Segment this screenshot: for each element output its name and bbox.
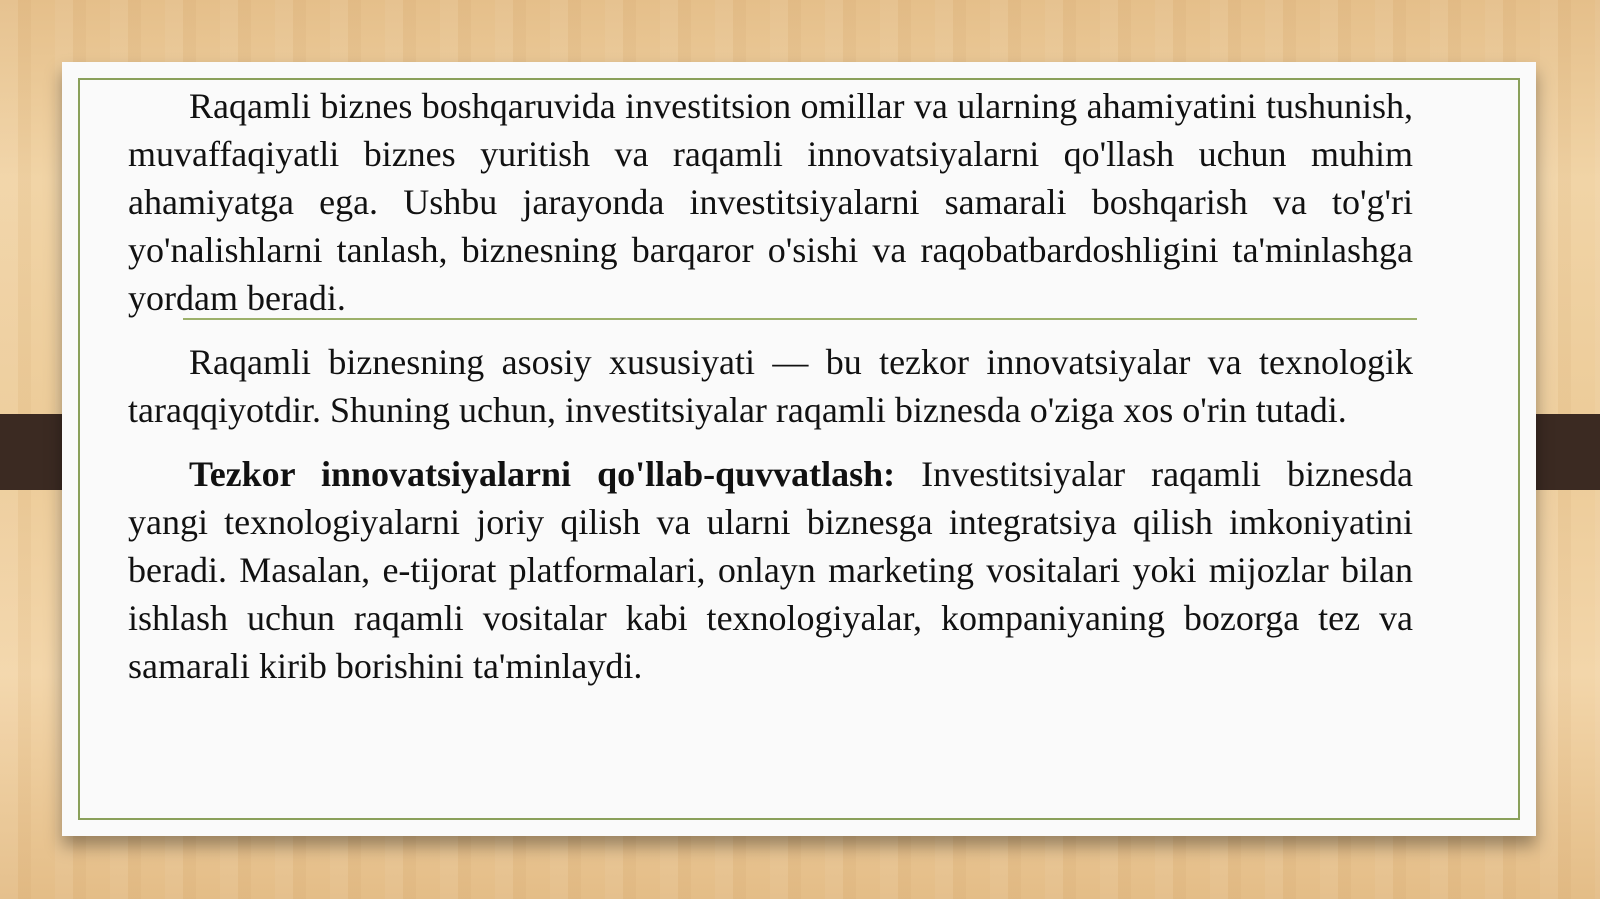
paragraph-3 <box>128 450 1413 690</box>
slide-text-body <box>128 82 1413 706</box>
paragraph-3-heading: Tezkor innovatsiyalarni qo'llab-quvvatlash: <box>189 454 896 494</box>
divider-line <box>183 318 1417 320</box>
paragraph-3-body: Investitsiyalar raqamli biznesda yangi texnologiyalarni joriy qilish va ularni biznesga integratsiya qilish imkoniyatini beradi. Masalan, e-tijorat platformalari, onlayn marketing vositalari yoki mijozlar bilan ishlash uchun raqamli vositalar kabi texnologiyalar, kompaniyaning bozorga tez va samarali kirib borishini ta'minlaydi. <box>128 454 1413 686</box>
paragraph-1: Raqamli biznes boshqaruvida investitsion omillar va ularning ahamiyatini tushunish, muvaffaqiyatli biznes yuritish va raqamli innovatsiyalarni qo'llash uchun muhim ahamiyatga ega. Ushbu jarayonda investitsiyalarni samarali boshqarish va to'g'ri yo'nalishlarni tanlash, biznesning barqaror o'sishi va raqobatbardoshligini ta'minlashga yordam beradi. <box>128 86 1413 318</box>
paragraph-2: Raqamli biznesning asosiy xususiyati — bu tezkor innovatsiyalar va texnologik taraqqiyotdir. Shuning uchun, investitsiyalar raqamli biznesda o'ziga xos o'rin tutadi. <box>128 342 1413 430</box>
